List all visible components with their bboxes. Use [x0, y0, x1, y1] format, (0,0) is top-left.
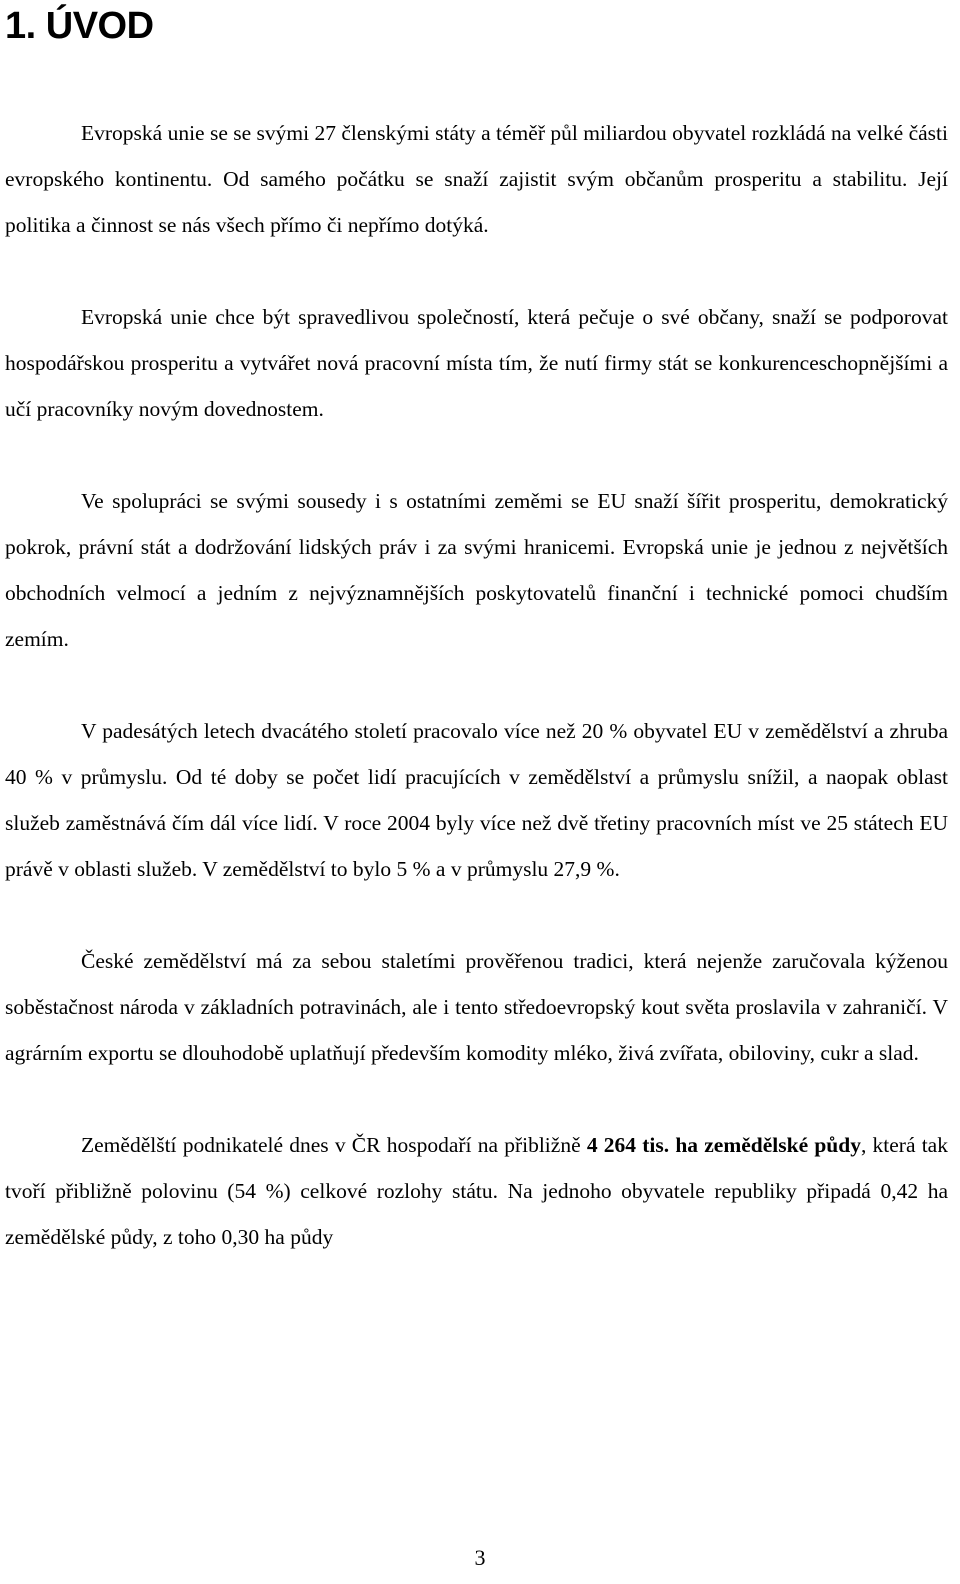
paragraph-eu-cooperation: Ve spolupráci se svými sousedy i s ostatními zeměmi se EU snaží šířit prosperitu, demokratický pokrok, právní stát a dodržování lidských práv i za svými hranicemi. Evropská unie je jednou z největších obchodních velmocí a jedním z nejvýznamnějších poskytovatelů finanční i technické pomoci chudším zemím. [5, 489, 948, 651]
page-number: 3 [474, 1545, 486, 1570]
paragraph-eu-overview: Evropská unie se se svými 27 členskými státy a téměř půl miliardou obyvatel rozkládá na velké části evropského kontinentu. Od samého počátku se snaží zajistit svým občanům prosperitu a stabilitu. Její politika a činnost se nás všech přímo či nepřímo dotýká. [5, 121, 948, 237]
paragraph-eu-society: Evropská unie chce být spravedlivou společností, která pečuje o své občany, snaží se podporovat hospodářskou prosperitu a vytvářet nová pracovní místa tím, že nutí firmy stát se konkurenceschopnějšími a učí pracovníky novým dovednostem. [5, 305, 948, 421]
agricultural-land-rest-text: , která tak tvoří přibližně polovinu (54 %) celkové rozlohy státu. Na jednoho obyvatele republiky připadá 0,42 ha zemědělské půdy, z toho 0,30 ha půdy [5, 1133, 948, 1249]
paragraph-agricultural-land [5, 1122, 948, 1260]
agricultural-land-bold-text: 4 264 tis. ha zemědělské půdy [586, 1133, 861, 1157]
paragraph-employment-history: V padesátých letech dvacátého století pracovalo více než 20 % obyvatel EU v zemědělství a zhruba 40 % v průmyslu. Od té doby se počet lidí pracujících v zemědělství a průmyslu snížil, a naopak oblast služeb zaměstnává čím dál více lidí. V roce 2004 byly více než dvě třetiny pracovních míst ve 25 státech EU právě v oblasti služeb. V zemědělství to bylo 5 % a v průmyslu 27,9 %. [5, 719, 948, 881]
chapter-heading: 1. ÚVOD [5, 5, 154, 47]
paragraph-czech-agriculture: České zemědělství má za sebou staletími prověřenou tradici, která nejenže zaručovala kýženou soběstačnost národa v základních potravinách, ale i tento středoevropský kout světa proslavila v zahraničí. V agrárním exportu se dlouhodobě uplatňují především komodity mléko, živá zvířata, obiloviny, cukr a slad. [5, 949, 948, 1065]
agricultural-land-lead-text: Zemědělští podnikatelé dnes v ČR hospodaří na přibližně [81, 1133, 587, 1157]
